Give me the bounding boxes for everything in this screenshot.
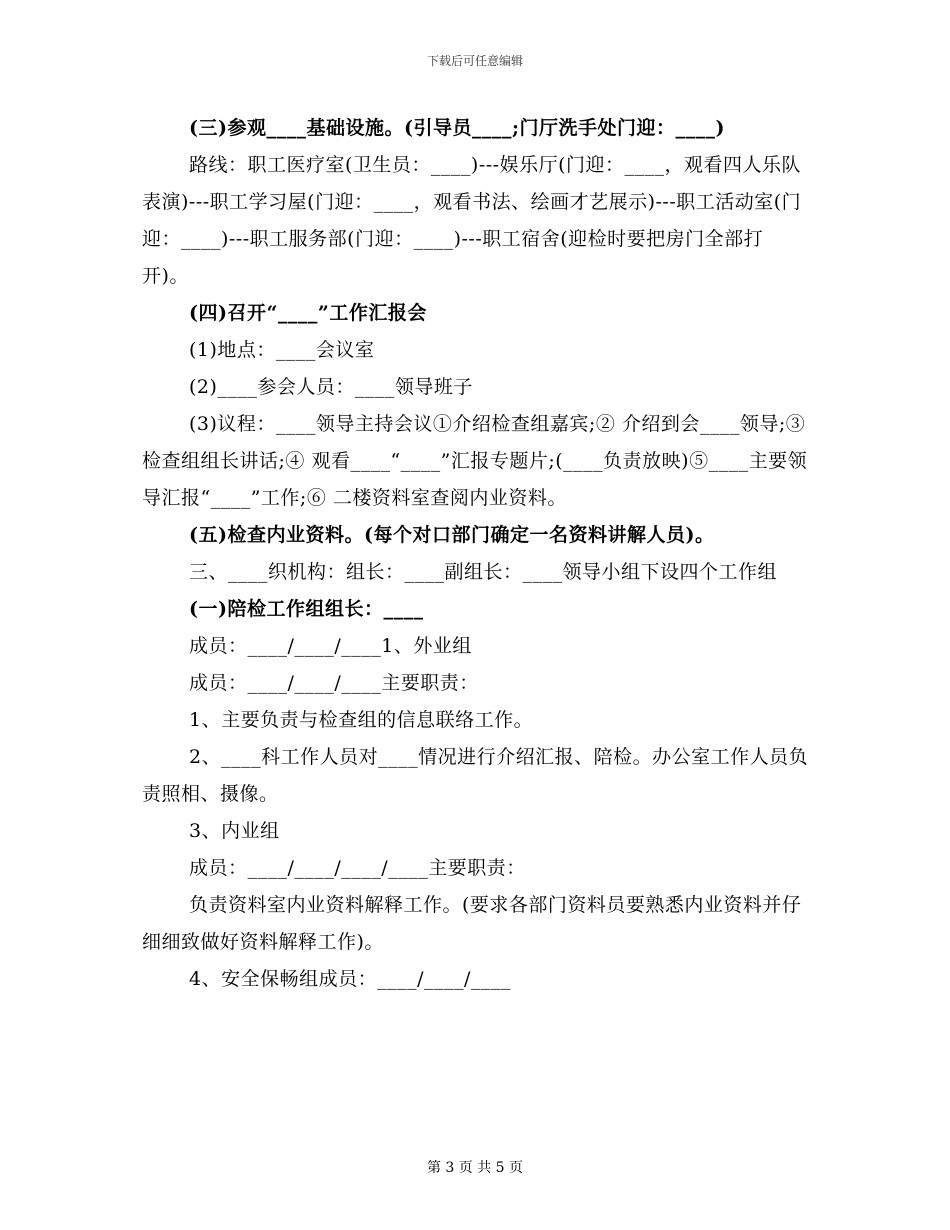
paragraph: 4、安全保畅组成员：____/____/____	[189, 968, 511, 990]
paragraph: 1、主要负责与检查组的信息联络工作。	[189, 709, 534, 731]
section-heading: (三)参观____基础设施。(引导员____;门厅洗手处门迎：____)	[189, 117, 725, 139]
section-heading: (四)召开“____”工作汇报会	[189, 302, 427, 324]
paragraph: 成员：____/____/____/____主要职责：	[189, 857, 526, 879]
paragraph: 2、____科工作人员对____情况进行介绍汇报、陪检。办公室工作人员负责照相、摄像。	[142, 746, 809, 805]
paragraph: (1)地点：____会议室	[189, 339, 375, 361]
paragraph: (3)议程：____领导主持会议①介绍检查组嘉宾;② 介绍到会____领导;③ 检查组组长讲话;④ 观看____“____”汇报专题片;(____负责放映)⑤____主要领导汇报“____”工作;⑥ 二楼资料室查阅内业资料。	[142, 413, 812, 509]
section-heading: (一)陪检工作组组长：____	[189, 598, 424, 620]
paragraph: 负责资料室内业资料解释工作。(要求各部门资料员要熟悉内业资料并仔细细致做好资料解释工作)。	[142, 894, 802, 953]
page-header: 下载后可任意编辑	[426, 54, 523, 68]
document-body	[142, 110, 810, 998]
paragraph: 路线：职工医疗室(卫生员：____)---娱乐厅(门迎：____，观看四人乐队表演)---职工学习屋(门迎：____，观看书法、绘画才艺展示)---职工活动室(门迎：____)---职工服务部(门迎：____)---职工宿舍(迎检时要把房门全部打开)。	[142, 154, 802, 287]
section-heading: (五)检查内业资料。(每个对口部门确定一名资料讲解人员)。	[189, 524, 715, 546]
paragraph: (2)____参会人员：____领导班子	[189, 376, 473, 398]
paragraph: 成员：____/____/____主要职责：	[189, 672, 479, 694]
paragraph: 三、____织机构：组长：____副组长：____领导小组下设四个工作组	[189, 561, 778, 583]
paragraph: 3、内业组	[189, 820, 280, 842]
paragraph: 成员：____/____/____1、外业组	[189, 635, 472, 657]
page-number: 第 3 页 共 5 页	[426, 1160, 524, 1176]
